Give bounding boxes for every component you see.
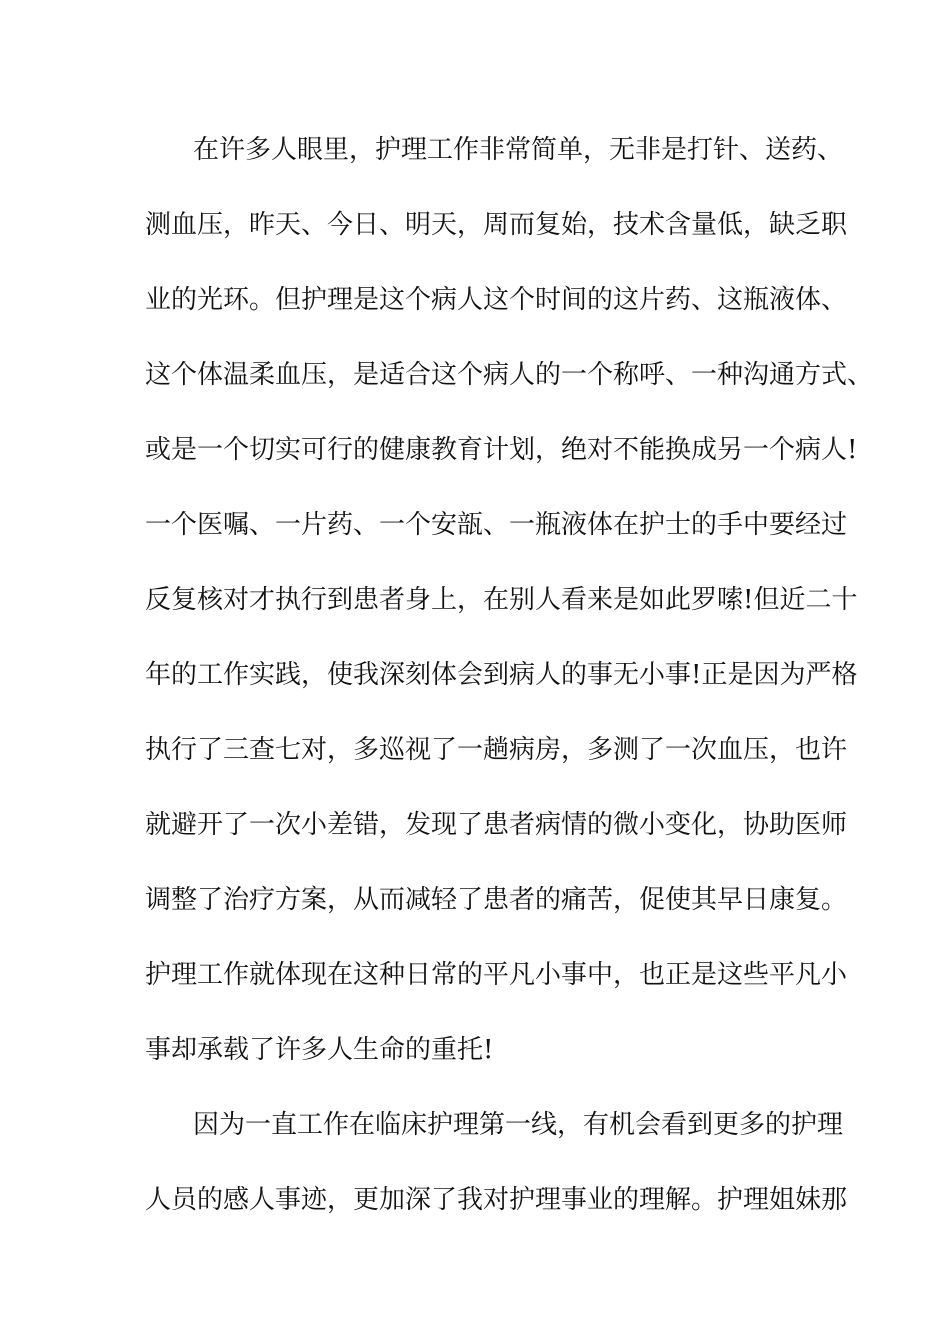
text-line: 在许多人眼里，护理工作非常简单，无非是打针、送药、: [193, 135, 844, 165]
text-line: 因为一直工作在临床护理第一线，有机会看到更多的护理: [193, 1110, 844, 1140]
text-line: 事却承载了许多人生命的重托!: [145, 1035, 494, 1065]
text-line: 这个体温柔血压，是适合这个病人的一个称呼、一种沟通方式、: [145, 360, 874, 390]
text-line: 反复核对才执行到患者身上，在别人看来是如此罗嗦!但近二十: [145, 585, 858, 615]
text-line: 执行了三查七对，多巡视了一趟病房，多测了一次血压，也许: [145, 735, 848, 765]
text-line: 一个医嘱、一片药、一个安瓿、一瓶液体在护士的手中要经过: [145, 510, 848, 540]
text-line: 业的光环。但护理是这个病人这个时间的这片药、这瓶液体、: [145, 285, 848, 315]
text-line: 或是一个切实可行的健康教育计划，绝对不能换成另一个病人!: [145, 435, 858, 465]
text-line: 调整了治疗方案，从而减轻了患者的痛苦，促使其早日康复。: [145, 885, 848, 915]
text-line: 测血压，昨天、今日、明天，周而复始，技术含量低，缺乏职: [145, 210, 848, 240]
text-line: 护理工作就体现在这种日常的平凡小事中，也正是这些平凡小: [145, 960, 848, 990]
text-line: 人员的感人事迹，更加深了我对护理事业的理解。护理姐妹那: [145, 1185, 848, 1215]
text-line: 年的工作实践，使我深刻体会到病人的事无小事!正是因为严格: [145, 660, 858, 690]
text-line: 就避开了一次小差错，发现了患者病情的微小变化，协助医师: [145, 810, 848, 840]
